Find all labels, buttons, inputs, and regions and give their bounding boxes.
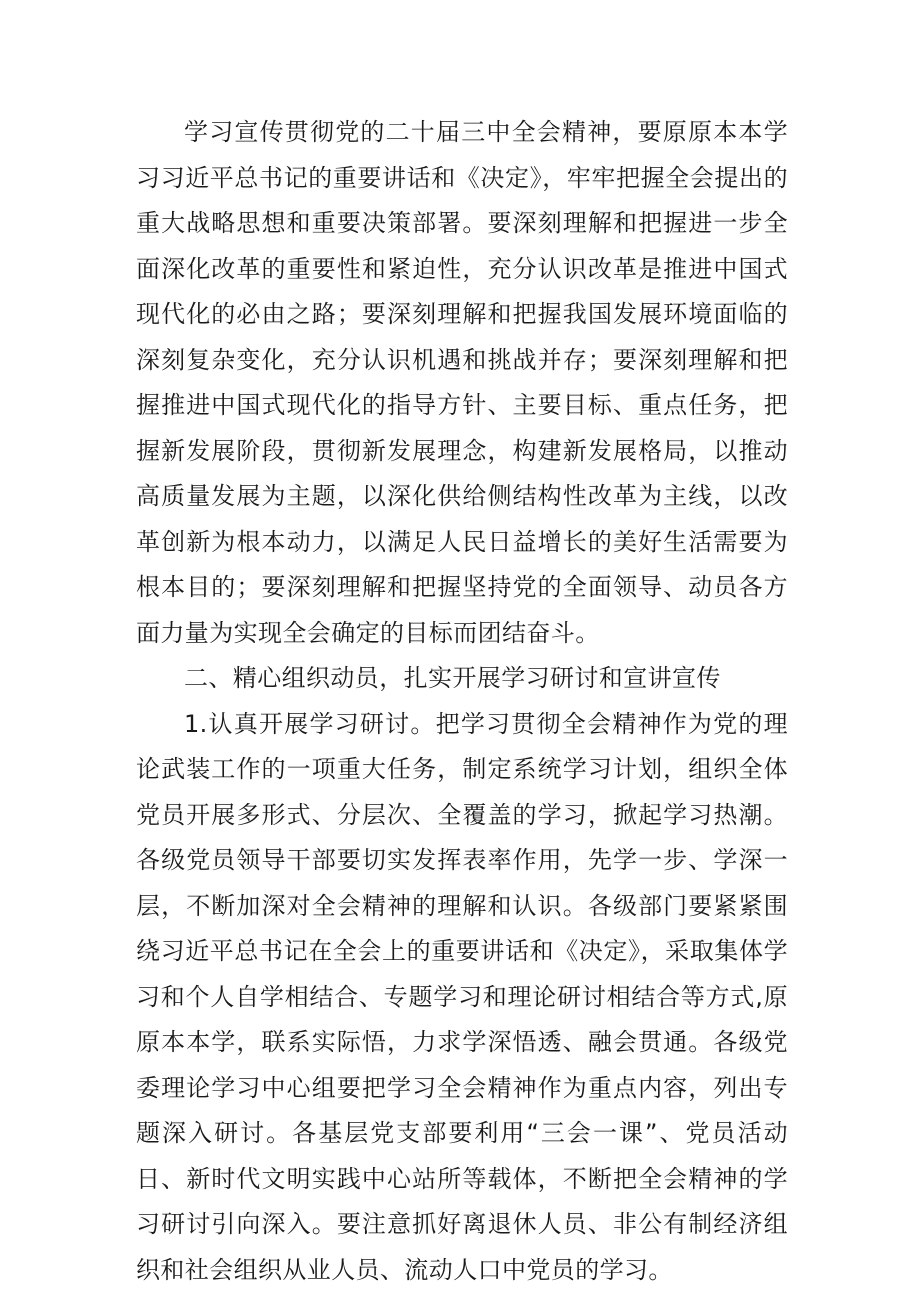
section-heading: 二、精心组织动员，扎实开展学习研讨和宣讲宣传: [184, 664, 721, 692]
document-body: [136, 110, 788, 1293]
body-paragraph-1: 学习宣传贯彻党的二十届三中全会精神，要原原本本学习习近平总书记的重要讲话和《决定》，牢牢把握全会提出的重大战略思想和重要决策部署。要深刻理解和把握进一步全面深化改革的重要性和紧迫性，充分认识改革是推进中国式现代化的必由之路；要深刻理解和把握我国发展环境面临的深刻复杂变化，充分认识机遇和挑战并存；要深刻理解和把握推进中国式现代化的指导方针、主要目标、重点任务，把握新发展阶段，贯彻新发展理念，构建新发展格局，以推动高质量发展为主题，以深化供给侧结构性改革为主线，以改革创新为根本动力，以满足人民日益增长的美好生活需要为根本目的；要深刻理解和把握坚持党的全面领导、动员各方面力量为实现全会确定的目标而团结奋斗。: [136, 118, 788, 647]
body-paragraph-2: 1.认真开展学习研讨。把学习贯彻全会精神作为党的理论武装工作的一项重大任务，制定系统学习计划，组织全体党员开展多形式、分层次、全覆盖的学习，掀起学习热潮。各级党员领导干部要切实发挥表率作用，先学一步、学深一层，不断加深对全会精神的理解和认识。各级部门要紧紧围绕习近平总书记在全会上的重要讲话和《决定》，采取集体学习和个人自学相结合、专题学习和理论研讨相结合等方式,原原本本学，联系实际悟，力求学深悟透、融会贯通。各级党委理论学习中心组要把学习全会精神作为重点内容，列出专题深入研讨。各基层党支部要利用“三会一课”、党员活动日、新时代文明实践中心站所等载体，不断把全会精神的学习研讨引向深入。要注意抓好离退休人员、非公有制经济组织和社会组织从业人员、流动人口中党员的学习。: [136, 709, 788, 1284]
